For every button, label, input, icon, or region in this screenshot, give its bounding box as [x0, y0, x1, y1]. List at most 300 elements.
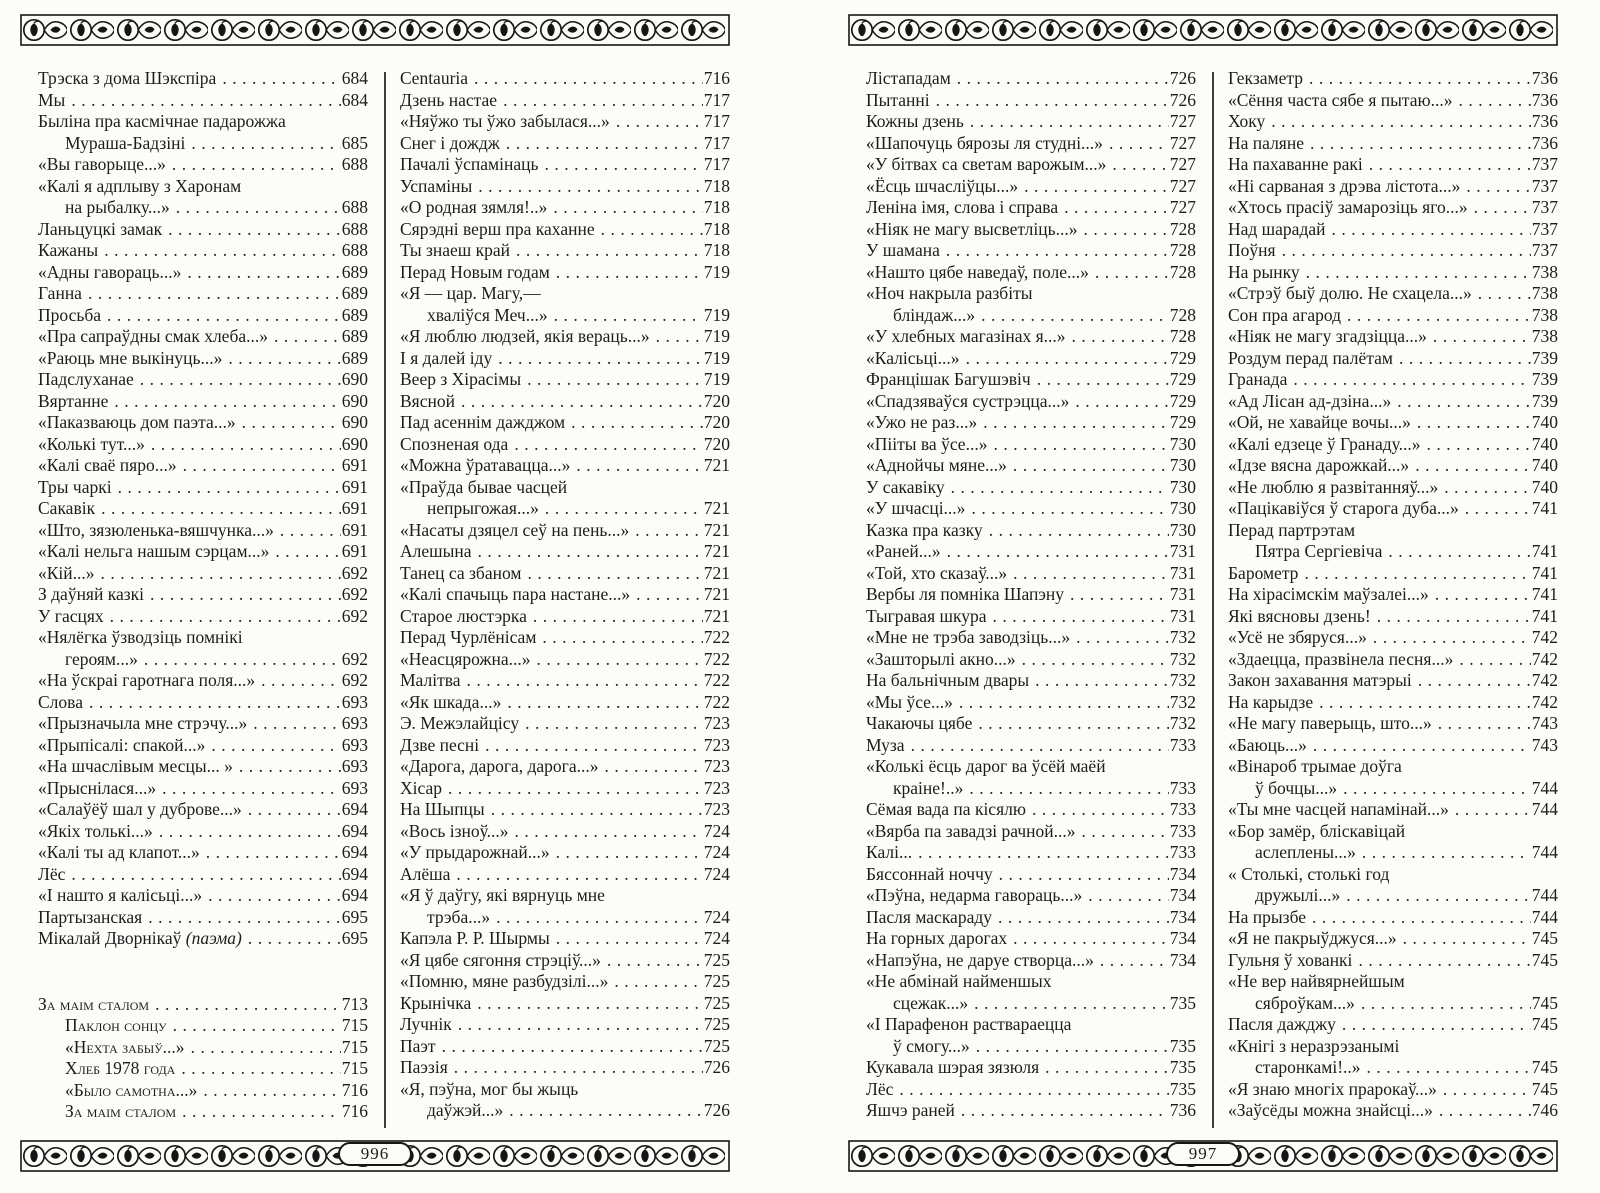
entry-page-number: 732 [1169, 691, 1196, 712]
toc-entry [38, 326, 368, 348]
toc-entry [1228, 756, 1558, 799]
toc-entry [400, 1057, 730, 1079]
dot-leader [205, 885, 341, 907]
toc-entry [1228, 649, 1558, 671]
toc-entry [38, 735, 368, 757]
dot-leader [1400, 928, 1531, 950]
dot-leader [980, 412, 1169, 434]
entry-page-number: 728 [1169, 218, 1196, 239]
entry-title: Малітва [400, 670, 461, 690]
dot-leader [482, 735, 703, 757]
dot-leader [1436, 1100, 1531, 1122]
toc-entry [38, 90, 368, 112]
entry-title: «Ты мне часцей напамінай...» [1228, 799, 1449, 819]
entry-page-number: 736 [1531, 111, 1558, 131]
toc-entry [400, 584, 730, 606]
entry-title: На хірасімскім маўзалеі...» [1228, 584, 1429, 604]
toc-entry [38, 369, 368, 391]
toc-entry [866, 907, 1196, 929]
dot-leader [966, 778, 1168, 800]
entry-title: Пытанні [866, 89, 930, 110]
entry-page-number: 733 [1169, 777, 1196, 798]
dot-leader [68, 864, 340, 886]
dot-leader [975, 713, 1168, 735]
entry-title: Лучнік [400, 1014, 452, 1034]
toc-entry [1228, 520, 1558, 563]
entry-page-number: 717 [703, 89, 730, 110]
entry-title: Гранада [1228, 369, 1288, 389]
dot-leader [1069, 326, 1169, 348]
toc-entry [866, 412, 1196, 434]
entry-title-continuation: сяброўкам...» [1255, 992, 1355, 1013]
toc-entry [1228, 498, 1558, 520]
toc-column-3 [866, 68, 1196, 1130]
entry-title: На горных дарогах [866, 928, 1008, 948]
right-page-content [848, 68, 1558, 1130]
entry-title: «Няўжо ты ўжо забылася...» [400, 111, 610, 131]
entry-page-number: 692 [341, 584, 368, 604]
dot-leader [258, 670, 341, 692]
dot-leader [1435, 713, 1531, 735]
entry-title: «Неасцярожна...» [400, 648, 531, 669]
dot-leader [179, 1101, 341, 1123]
entry-title: Поўня [1228, 240, 1276, 260]
toc-entry [38, 627, 368, 670]
dot-leader [1019, 649, 1169, 671]
dot-leader [1010, 928, 1169, 950]
entry-title: «Адны гавораць...» [38, 261, 182, 282]
entry-page-number: 730 [1169, 433, 1196, 454]
entry-page-number: 736 [1531, 68, 1558, 88]
dot-leader [524, 563, 702, 585]
entry-page-number: 685 [341, 132, 368, 153]
entry-title: У гасцях [38, 605, 104, 626]
entry-page-number: 745 [1531, 1078, 1558, 1099]
dot-leader [973, 1036, 1169, 1058]
entry-page-number: 725 [703, 1035, 730, 1056]
entry-title: «Можна ўратавацца...» [400, 455, 571, 475]
toc-entry [38, 1101, 368, 1123]
entry-title: «Той, хто сказаў...» [866, 562, 1008, 583]
entry-page-number: 736 [1169, 1100, 1196, 1120]
entry-title: «Вось ізноў...» [400, 820, 509, 841]
toc-entry [400, 1036, 730, 1058]
toc-entry [400, 154, 730, 176]
entry-title: «Я не пакрыўджуся...» [1228, 928, 1397, 948]
entry-page-number: 723 [703, 777, 730, 798]
entry-title: Паклон сонцу [65, 1015, 167, 1035]
entry-page-number: 693 [341, 713, 368, 733]
toc-entry [866, 649, 1196, 671]
dot-leader [104, 305, 341, 327]
dot-leader [1301, 563, 1530, 585]
toc-entry [400, 756, 730, 778]
entry-title: «Калі ты ад клапот...» [38, 842, 200, 862]
toc-entry [38, 670, 368, 692]
toc-entry [866, 541, 1196, 563]
entry-title: «Колькі ёсць дарог ва ўсёй маёй [866, 756, 1106, 776]
toc-entry [400, 283, 730, 326]
dot-leader [1316, 692, 1531, 714]
dot-leader [1328, 219, 1530, 241]
toc-entry [1228, 1100, 1558, 1122]
entry-page-number: 745 [1531, 992, 1558, 1013]
entry-page-number: 738 [1531, 283, 1558, 303]
entry-title: «Паказваюць дом паэта...» [38, 412, 236, 432]
dot-leader [1339, 1014, 1531, 1036]
entry-title: Закон захавання матэрыі [1228, 670, 1412, 690]
toc-entry [400, 735, 730, 757]
dot-leader [1303, 262, 1531, 284]
entry-page-number: 722 [703, 648, 730, 669]
entry-page-number: 737 [1531, 218, 1558, 239]
entry-page-number: 731 [1169, 562, 1196, 583]
toc-entry [400, 90, 730, 112]
dot-leader [245, 799, 341, 821]
entry-page-number: 744 [1531, 799, 1558, 819]
dot-leader [180, 455, 341, 477]
toc-entry [866, 670, 1196, 692]
entry-title: «Насаты дзяцел сеў на пень...» [400, 519, 630, 540]
entry-page-number: 734 [1169, 863, 1196, 884]
toc-entry [400, 1014, 730, 1036]
toc-entry [38, 541, 368, 563]
entry-title: За маім сталом [38, 993, 150, 1014]
entry-title: Кукавала шэрая зязюля [866, 1057, 1040, 1077]
entry-page-number: 727 [1169, 197, 1196, 217]
toc-entry [1228, 326, 1558, 348]
entry-page-number: 736 [1531, 132, 1558, 153]
entry-title: «Заўсёды можна знайсці...» [1228, 1100, 1433, 1120]
toc-entry [866, 391, 1196, 413]
toc-entry [38, 1037, 368, 1059]
entry-page-number: 729 [1169, 347, 1196, 368]
toc-section-header [38, 994, 368, 1016]
entry-page-number: 731 [1169, 541, 1196, 561]
entry-page-number: 735 [1169, 1035, 1196, 1056]
toc-entry [866, 1079, 1196, 1101]
entry-title: Сакавік [38, 498, 96, 518]
entry-title: «І нашто я калісьці...» [38, 885, 203, 905]
dot-leader [458, 391, 703, 413]
entry-page-number: 718 [703, 197, 730, 217]
entry-page-number: 729 [1169, 390, 1196, 411]
toc-entry [400, 670, 730, 692]
entry-page-number: 734 [1169, 906, 1196, 927]
entry-page-number: 717 [703, 132, 730, 153]
entry-title: «На ўскраі гаротнага поля...» [38, 670, 256, 690]
dot-leader [1471, 197, 1531, 219]
entry-page-number: 716 [341, 1101, 368, 1121]
entry-page-number: 730 [1169, 498, 1196, 518]
entry-title: Танец са збаном [400, 562, 522, 583]
dot-leader [1452, 799, 1531, 821]
dot-leader [208, 735, 340, 757]
entry-page-number: 720 [703, 390, 730, 411]
entry-title: «Ёсць шчасліўцы...» [866, 175, 1019, 196]
entry-page-number: 726 [1169, 68, 1196, 88]
entry-page-number: 737 [1531, 175, 1558, 196]
entry-title: Алешына [400, 541, 472, 561]
dot-leader [455, 1014, 703, 1036]
dot-leader [1034, 369, 1169, 391]
entry-page-number: 736 [1531, 89, 1558, 110]
entry-title-continuation: аслеплены...» [1255, 842, 1356, 862]
dot-leader [550, 197, 702, 219]
dot-leader [1366, 154, 1531, 176]
toc-entry [38, 240, 368, 262]
entry-title: «Я ў даўгу, які вярнуць мне [400, 885, 605, 905]
entry-title: Гульня ў хованкі [1228, 949, 1353, 970]
entry-page-number: 689 [341, 347, 368, 368]
entry-title: Гекзаметр [1228, 68, 1303, 88]
entry-page-number: 744 [1531, 906, 1558, 927]
entry-title: На рынку [1228, 261, 1300, 282]
entry-title: Муза [866, 734, 905, 755]
dot-leader [173, 197, 341, 219]
dot-leader [1097, 950, 1169, 972]
toc-entry [38, 563, 368, 585]
entry-title: Мы [38, 89, 66, 110]
toc-entry [400, 111, 730, 133]
dot-leader [165, 219, 341, 241]
entry-title-continuation: на рыбалку...» [65, 197, 170, 217]
dot-leader [170, 1015, 341, 1037]
toc-entry [866, 520, 1196, 542]
toc-entry [38, 111, 368, 154]
entry-title: Чакаючы цябе [866, 713, 973, 733]
dot-leader [178, 1058, 340, 1080]
entry-page-number: 721 [703, 584, 730, 604]
toc-entry [866, 627, 1196, 649]
entry-title: Францішак Багушэвіч [866, 369, 1031, 389]
entry-title: На пахаванне ракі [1228, 154, 1363, 174]
toc-entry [38, 348, 368, 370]
entry-page-number: 732 [1169, 713, 1196, 733]
right-page [848, 14, 1558, 1176]
toc-entry [1228, 133, 1558, 155]
dot-leader [148, 434, 341, 456]
entry-page-number: 723 [703, 713, 730, 733]
entry-title: Дзве песні [400, 734, 480, 755]
entry-title: «Салаўёў шал у дуброве...» [38, 799, 242, 819]
toc-entry [38, 477, 368, 499]
entry-page-number: 719 [703, 326, 730, 346]
entry-title: На карыдзе [1228, 691, 1314, 712]
toc-entry [38, 885, 368, 907]
entry-page-number: 745 [1531, 949, 1558, 970]
entry-title: Вяртанне [38, 390, 109, 411]
entry-page-number: 716 [341, 1079, 368, 1100]
dot-leader [553, 842, 703, 864]
dot-leader [1463, 176, 1530, 198]
entry-title: «Прыпісалі: спакой...» [38, 734, 206, 755]
dot-leader [439, 1036, 703, 1058]
dot-leader [524, 369, 703, 391]
entry-page-number: 739 [1531, 390, 1558, 411]
entry-title: Перад партрэтам [1228, 519, 1356, 540]
dot-leader [990, 606, 1169, 628]
toc-entry [38, 928, 368, 950]
entry-page-number: 725 [703, 949, 730, 970]
toc-entry [1228, 692, 1558, 714]
dot-leader [98, 498, 341, 520]
toc-entry [866, 1057, 1196, 1079]
dot-leader [219, 68, 340, 90]
dot-leader [225, 348, 340, 370]
entry-title: Спозненая ода [400, 433, 509, 454]
entry-page-number: 688 [341, 218, 368, 239]
toc-entry [866, 133, 1196, 155]
entry-title-continuation: Мураша-Бадзіні [65, 132, 186, 153]
entry-title: «Шапочуць бярозы ля студні...» [866, 132, 1103, 153]
dot-leader [145, 907, 341, 929]
toc-entry [866, 348, 1196, 370]
dot-leader [1072, 391, 1168, 413]
entry-page-number: 724 [703, 928, 730, 948]
toc-entry [1228, 262, 1558, 284]
toc-entry [400, 649, 730, 671]
entry-title: «Не вер найвярнейшым [1228, 971, 1405, 991]
entry-title-continuation: дружылі...» [1255, 885, 1341, 905]
entry-page-number: 720 [703, 433, 730, 454]
entry-title: «Кій...» [38, 562, 95, 583]
dot-leader [1462, 498, 1531, 520]
entry-page-number: 738 [1531, 261, 1558, 282]
entry-page-number: 744 [1531, 885, 1558, 905]
dot-leader [1021, 176, 1169, 198]
dot-leader [107, 606, 341, 628]
entry-title: «Вярба па завадзі рачной...» [866, 820, 1076, 841]
entry-title: Дзень настае [400, 89, 498, 110]
dot-leader [453, 864, 702, 886]
toc-entry [400, 993, 730, 1015]
entry-title: «Ой, не хавайце вочы...» [1228, 412, 1411, 432]
dot-leader [1456, 649, 1530, 671]
toc-entry [866, 68, 1196, 90]
dot-leader [613, 111, 703, 133]
dot-leader [968, 498, 1168, 520]
entry-page-number: 731 [1169, 605, 1196, 626]
entry-page-number: 688 [341, 154, 368, 174]
toc-entry [38, 756, 368, 778]
entry-title: Кажаны [38, 240, 99, 260]
entry-title-continuation: хваліўся Меч...» [427, 304, 548, 325]
entry-title: Тыгравая шкура [866, 605, 987, 626]
entry-page-number: 742 [1531, 648, 1558, 669]
entry-page-number: 716 [703, 68, 730, 88]
entry-title: «Здаецца, празвінела песня...» [1228, 648, 1454, 669]
entry-title: «Праўда бывае часцей [400, 476, 568, 497]
dot-leader [602, 756, 703, 778]
toc-entry [866, 864, 1196, 886]
entry-title: «Пііты ва ўсе...» [866, 433, 988, 454]
toc-entry [400, 563, 730, 585]
entry-title: «Мне не трэба заводзіць...» [866, 627, 1071, 647]
toc-column-1 [38, 68, 368, 1130]
entry-page-number: 690 [341, 433, 368, 454]
entry-title: «Усё не збяруся...» [1228, 627, 1367, 647]
entry-page-number: 684 [341, 89, 368, 110]
entry-page-number: 721 [703, 541, 730, 561]
toc-entry [1228, 907, 1558, 929]
toc-entry [866, 176, 1196, 198]
vine-border-bottom-right [848, 1140, 1558, 1172]
toc-entry [1228, 154, 1558, 176]
toc-entry [1228, 627, 1558, 649]
dot-leader [250, 713, 340, 735]
entry-title: «Я, пэўна, мог бы жыць [400, 1078, 579, 1099]
entry-title: Паэт [400, 1035, 436, 1056]
toc-entry [866, 477, 1196, 499]
dot-leader [1279, 240, 1531, 262]
entry-title: Кожны дзень [866, 111, 964, 131]
entry-page-number: 728 [1169, 326, 1196, 346]
entry-page-number: 735 [1169, 992, 1196, 1013]
entry-page-number: 693 [341, 777, 368, 798]
toc-entry [1228, 799, 1558, 821]
dot-leader [451, 1057, 703, 1079]
entry-page-number: 694 [341, 820, 368, 841]
entry-title: Перад Чурлёнісам [400, 627, 537, 647]
entry-title: З даўняй казкі [38, 584, 144, 604]
toc-entry [400, 434, 730, 456]
vine-border-bottom-left [20, 1140, 730, 1172]
entry-page-number: 719 [703, 347, 730, 368]
entry-title: «Я знаю многіх прарокаў...» [1228, 1078, 1437, 1099]
entry-title: «Калі я адплыву з Харонам [38, 175, 242, 196]
entry-page-number: 721 [703, 498, 730, 518]
entry-title: Слова [38, 691, 83, 712]
dot-leader [1475, 283, 1531, 305]
dot-leader [1010, 455, 1169, 477]
dot-leader [200, 1080, 340, 1102]
entry-title: «Помню, мяне разбудзілі...» [400, 971, 609, 991]
toc-entry [866, 563, 1196, 585]
dot-leader [184, 262, 340, 284]
left-page [20, 14, 730, 1176]
entry-title: Ганна [38, 283, 82, 303]
dot-leader [115, 477, 341, 499]
entry-title: «У хлебных магазінах я...» [866, 326, 1066, 346]
toc-entry [38, 799, 368, 821]
entry-title-continuation: героям...» [65, 648, 138, 669]
entry-page-number: 737 [1531, 240, 1558, 260]
dot-leader [522, 713, 703, 735]
dot-leader [493, 907, 703, 929]
entry-title: «Пэўна, недарма гавораць...» [866, 885, 1083, 905]
toc-entry [400, 520, 730, 542]
toc-entry [1228, 1079, 1558, 1101]
dot-leader [653, 326, 703, 348]
toc-entry [866, 262, 1196, 284]
entry-page-number: 689 [341, 326, 368, 346]
entry-title: «Прыснілася...» [38, 777, 157, 798]
entry-title: «Зашторылі акно...» [866, 648, 1016, 669]
toc-entry [1228, 950, 1558, 972]
entry-page-number: 692 [341, 670, 368, 690]
entry-title: Бяссоннай ноччу [866, 863, 993, 884]
entry-title: На прызбе [1228, 906, 1307, 927]
toc-entry [866, 1014, 1196, 1057]
toc-entry [400, 541, 730, 563]
entry-page-number: 690 [341, 369, 368, 389]
toc-entry [38, 391, 368, 413]
entry-page-number: 732 [1169, 648, 1196, 669]
entry-page-number: 733 [1169, 799, 1196, 819]
entry-page-number: 737 [1531, 154, 1558, 174]
entry-page-number: 719 [703, 304, 730, 325]
